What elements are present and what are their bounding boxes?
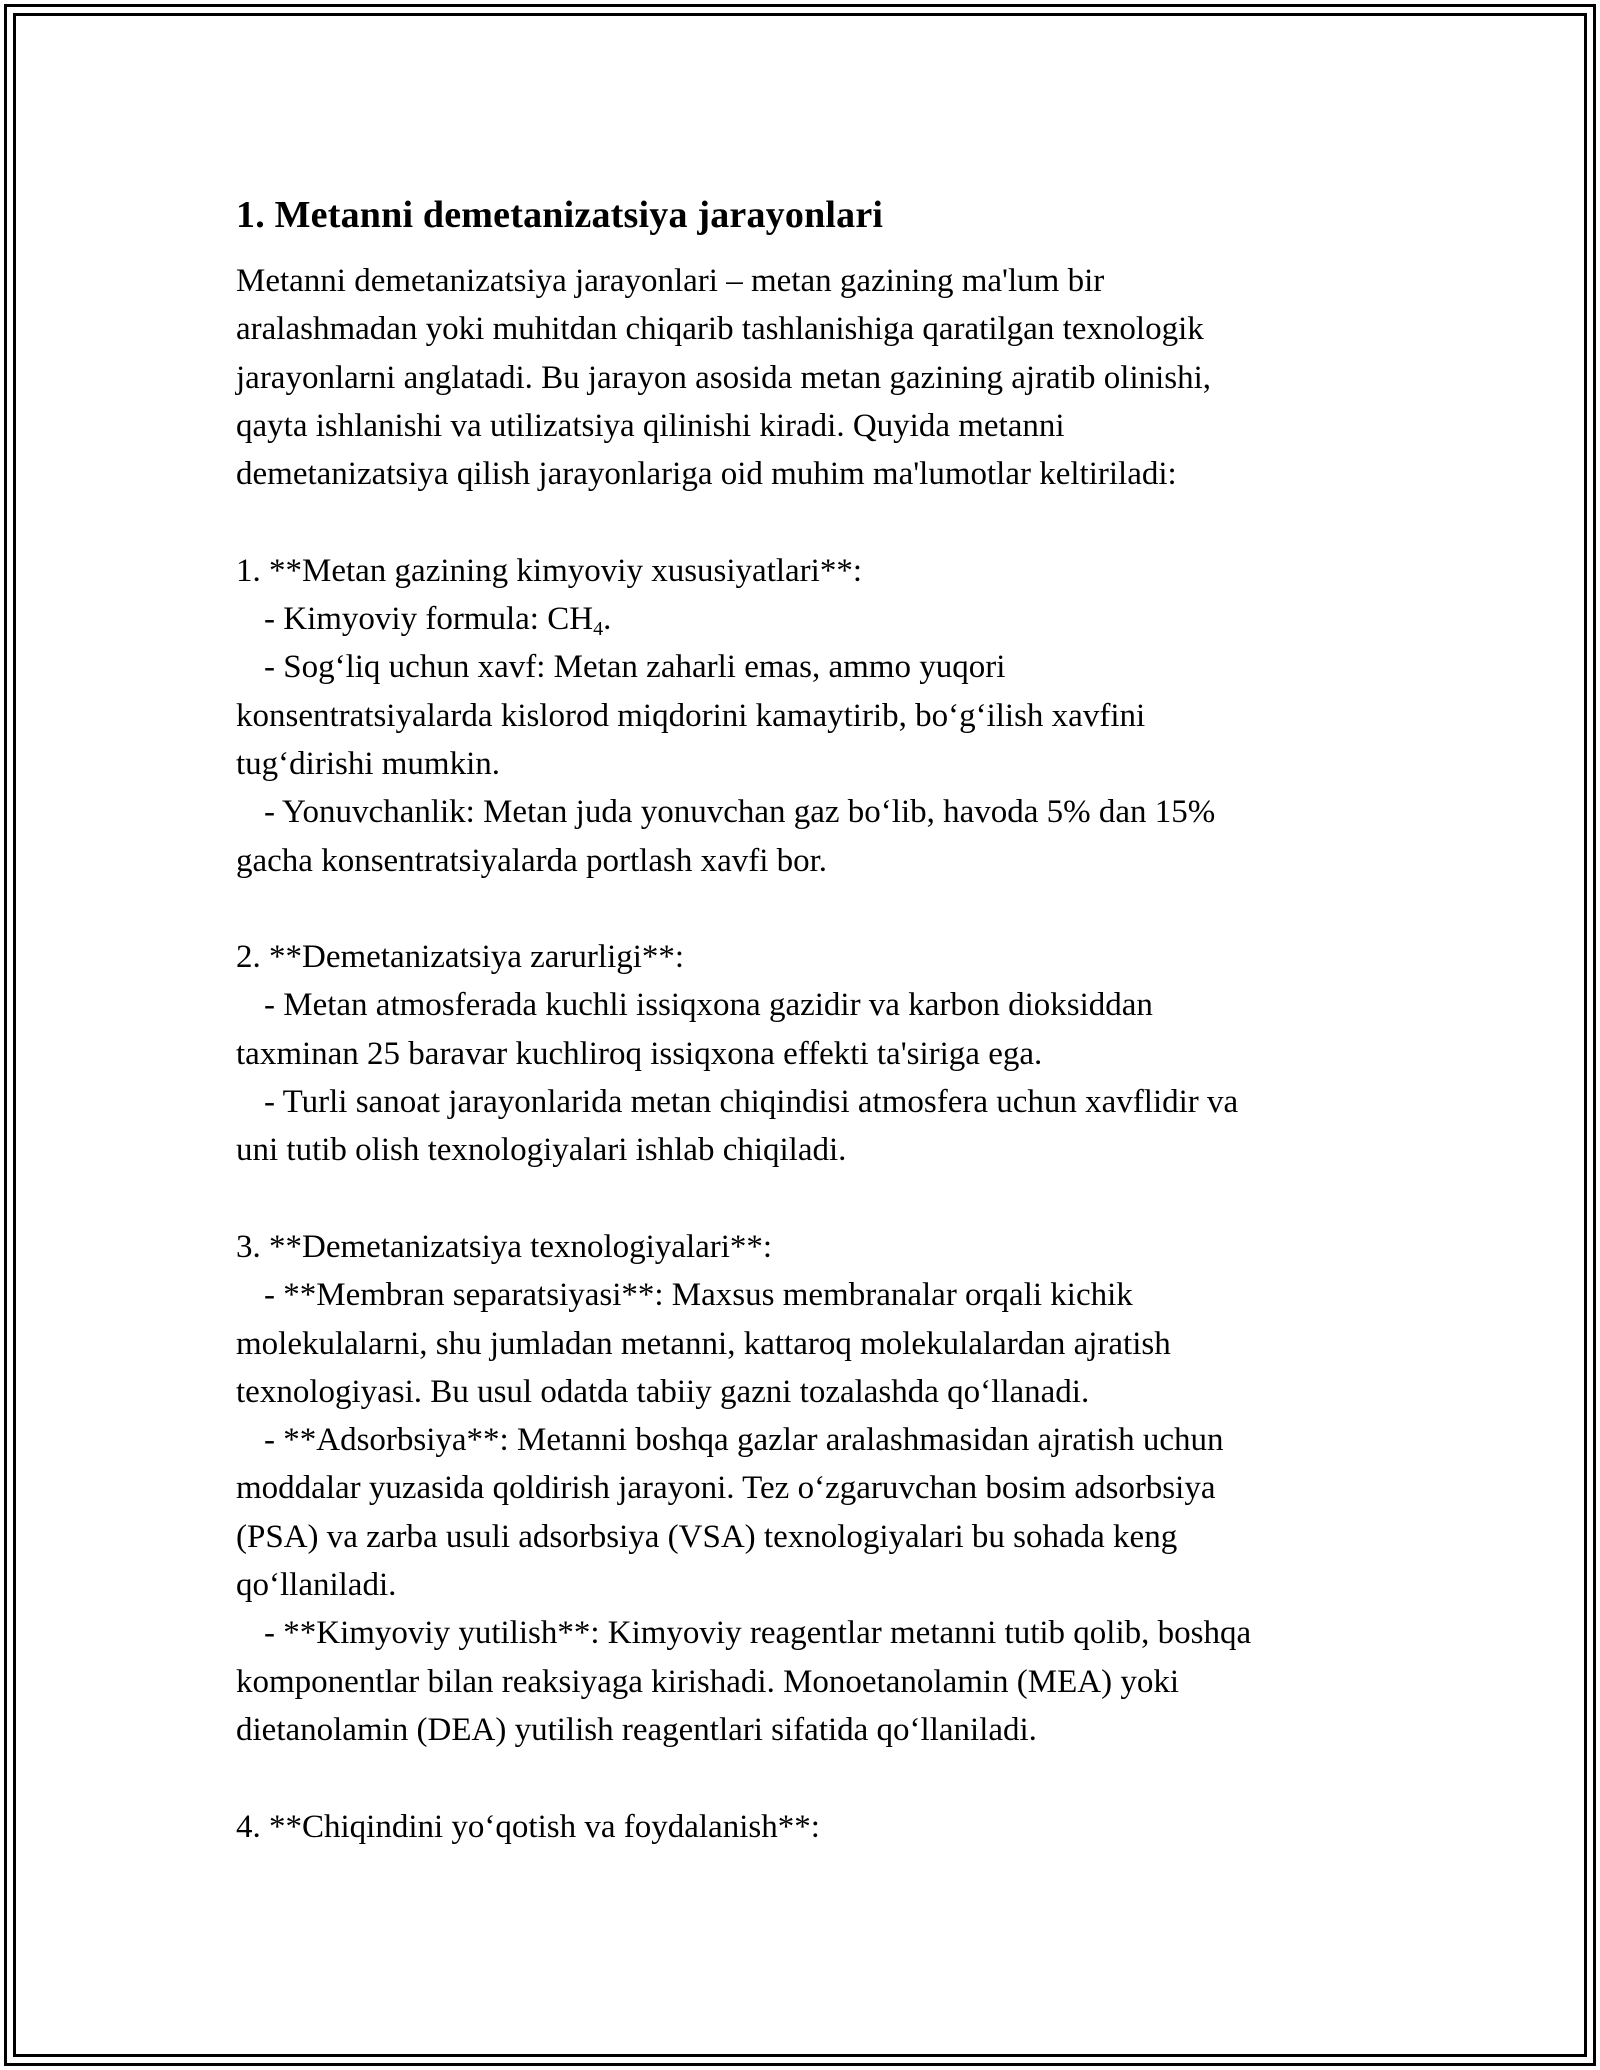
list-line: - Sog‘liq uchun xavf: Metan zaharli emas, ammo yuqori [264,649,1006,686]
list-line: - Yonuvchanlik: Metan juda yonuvchan gaz bo‘lib, havoda 5% dan 15% [264,794,1216,831]
intro-line: demetanizatsiya qilish jarayonlariga oid muhim ma'lumotlar keltiriladi: [236,456,1177,493]
list-line: taxminan 25 baravar kuchliroq issiqxona effekti ta'siriga ega. [236,1035,1043,1072]
section-heading: 1. **Metan gazining kimyoviy xususiyatlari**: [236,552,863,589]
section-heading: 2. **Demetanizatsiya zarurligi**: [236,939,685,976]
section-waste-utilization [236,1803,1386,1851]
formula-line [236,595,1386,643]
section-necessity [236,933,1386,1174]
section-heading: 4. **Chiqindini yo‘qotish va foydalanish**: [236,1808,820,1845]
formula-suffix: . [603,601,612,638]
document-title: 1. Metanni demetanizatsiya jarayonlari [236,194,884,236]
formula-prefix: - Kimyoviy formula: CH [264,601,594,638]
intro-line: jarayonlarni anglatadi. Bu jarayon asosida metan gazining ajratib olinishi, [236,359,1212,396]
formula-subscript: 4 [593,618,604,641]
list-line: - **Membran separatsiyasi**: Maxsus membranalar orqali kichik [264,1277,1133,1314]
intro-paragraph [236,257,1386,498]
section-technologies [236,1223,1386,1754]
list-line: gacha konsentratsiyalarda portlash xavfi bor. [236,842,828,879]
list-line: dietanolamin (DEA) yutilish reagentlari sifatida qo‘llaniladi. [236,1711,1037,1748]
document-body [236,188,1386,1851]
list-line: komponentlar bilan reaksiyaga kirishadi. Monoetanolamin (MEA) yoki [236,1663,1180,1700]
list-line: uni tutib olish texnologiyalari ishlab chiqiladi. [236,1132,847,1169]
intro-line: qayta ishlanishi va utilizatsiya qilinishi kiradi. Quyida metanni [236,407,1065,444]
list-line: - Metan atmosferada kuchli issiqxona gazidir va karbon dioksiddan [264,987,1153,1024]
list-line: qo‘llaniladi. [236,1567,397,1604]
list-line: moddalar yuzasida qoldirish jarayoni. Tez o‘zgaruvchan bosim adsorbsiya [236,1470,1216,1507]
section-chemical-properties [236,547,1386,885]
list-line: (PSA) va zarba usuli adsorbsiya (VSA) texnologiyalari bu sohada keng [236,1518,1178,1555]
list-line: tug‘dirishi mumkin. [236,745,500,782]
list-line: - **Kimyoviy yutilish**: Kimyoviy reagentlar metanni tutib qolib, boshqa [264,1615,1252,1652]
intro-line: Metanni demetanizatsiya jarayonlari – metan gazining ma'lum bir [236,263,1105,299]
intro-line: aralashmadan yoki muhitdan chiqarib tashlanishiga qaratilgan texnologik [236,311,1204,348]
list-line: - Turli sanoat jarayonlarida metan chiqindisi atmosfera uchun xavflidir va [264,1084,1239,1121]
list-line: texnologiyasi. Bu usul odatda tabiiy gazni tozalashda qo‘llanadi. [236,1373,1090,1410]
list-line: konsentratsiyalarda kislorod miqdorini kamaytirib, bo‘g‘ilish xavfini [236,697,1146,734]
list-line: molekulalarni, shu jumladan metanni, kattaroq molekulalardan ajratish [236,1325,1171,1362]
section-heading: 3. **Demetanizatsiya texnologiyalari**: [236,1228,773,1265]
list-line: - **Adsorbsiya**: Metanni boshqa gazlar aralashmasidan ajratish uchun [264,1422,1224,1459]
